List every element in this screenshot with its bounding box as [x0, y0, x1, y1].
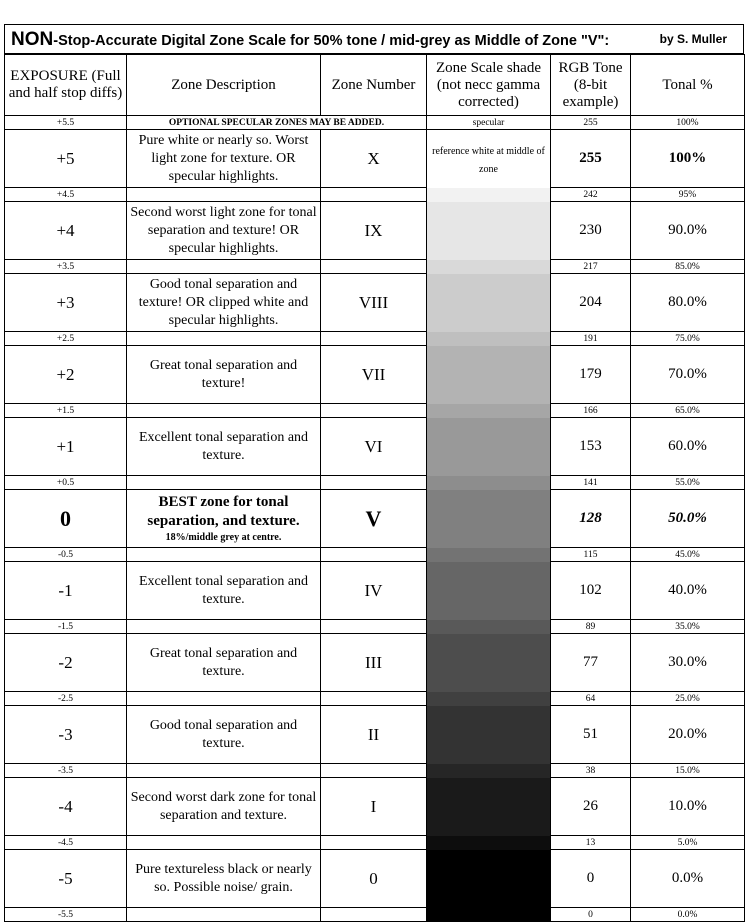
stop-exposure: +0.5	[5, 476, 127, 490]
zone-number: VIII	[321, 274, 427, 332]
stop-shade-swatch	[427, 836, 551, 850]
stop-rgb: 89	[551, 620, 631, 634]
zone-exposure: -4	[5, 778, 127, 836]
zone-number: I	[321, 778, 427, 836]
stop-rgb: 38	[551, 764, 631, 778]
zone-exposure: +2	[5, 346, 127, 404]
zone-row	[5, 778, 745, 836]
zone-description-text: Pure white or nearly so. Worst light zone for texture. OR specular highlights.	[138, 132, 309, 184]
header-tonal: Tonal %	[631, 55, 745, 116]
zone-number: IX	[321, 202, 427, 260]
stop-shade-swatch	[427, 476, 551, 490]
zone-description-text: Good tonal separation and texture.	[149, 717, 298, 751]
zone-shade-swatch	[427, 130, 551, 188]
stop-zone-number	[321, 620, 427, 634]
stop-exposure: -3.5	[5, 764, 127, 778]
zone-description	[127, 706, 321, 764]
zone-rgb: 153	[551, 418, 631, 476]
zone-description	[127, 634, 321, 692]
title-prefix: NON	[11, 29, 54, 50]
stop-exposure: +5.5	[5, 116, 127, 130]
specular-note: OPTIONAL SPECULAR ZONES MAY BE ADDED.	[127, 116, 427, 130]
specular-stop-row	[5, 116, 745, 130]
title-rest: -Stop-Accurate Digital Zone Scale for 50% tone / mid-grey as Middle of Zone "V":	[53, 33, 610, 49]
stop-tonal: 5.0%	[631, 836, 745, 850]
zone-description	[127, 850, 321, 908]
zone-rgb: 102	[551, 562, 631, 620]
specular-shade-label: specular	[427, 116, 551, 130]
stop-rgb: 217	[551, 260, 631, 274]
zone-number: V	[321, 490, 427, 548]
zone-row	[5, 418, 745, 476]
header-row	[5, 55, 745, 116]
stop-shade-swatch	[427, 908, 551, 922]
zone-rgb: 26	[551, 778, 631, 836]
stop-tonal: 25.0%	[631, 692, 745, 706]
zone-exposure: -1	[5, 562, 127, 620]
zone-tonal: 50.0%	[631, 490, 745, 548]
zone-shade-swatch	[427, 634, 551, 692]
title-bar	[4, 24, 744, 54]
half-stop-row	[5, 836, 745, 850]
zone-note: 18%/middle grey at centre.	[165, 532, 282, 543]
zone-number: VII	[321, 346, 427, 404]
zone-description	[127, 202, 321, 260]
stop-tonal: 95%	[631, 188, 745, 202]
author-credit: by S. Muller	[659, 32, 727, 46]
stop-shade-swatch	[427, 404, 551, 418]
stop-shade-swatch	[427, 188, 551, 202]
stop-description	[127, 620, 321, 634]
zone-tonal: 20.0%	[631, 706, 745, 764]
zone-description	[127, 778, 321, 836]
zone-tonal: 10.0%	[631, 778, 745, 836]
zone-description-text: BEST zone for tonal separation, and texture.	[147, 494, 300, 529]
zone-shade-swatch	[427, 850, 551, 908]
zone-rgb: 255	[551, 130, 631, 188]
page-title	[11, 29, 609, 51]
stop-description	[127, 188, 321, 202]
half-stop-row	[5, 692, 745, 706]
zone-rgb: 230	[551, 202, 631, 260]
zone-shade-swatch	[427, 346, 551, 404]
stop-description	[127, 260, 321, 274]
stop-tonal: 35.0%	[631, 620, 745, 634]
zone-number: X	[321, 130, 427, 188]
zone-shade-swatch	[427, 562, 551, 620]
stop-shade-swatch	[427, 692, 551, 706]
stop-description	[127, 836, 321, 850]
stop-tonal: 0.0%	[631, 908, 745, 922]
zone-exposure: -2	[5, 634, 127, 692]
zone-number: IV	[321, 562, 427, 620]
zone-row	[5, 562, 745, 620]
zone-shade-swatch	[427, 274, 551, 332]
stop-rgb: 255	[551, 116, 631, 130]
zone-number: VI	[321, 418, 427, 476]
zone-exposure: +4	[5, 202, 127, 260]
zone-tonal: 90.0%	[631, 202, 745, 260]
stop-exposure: -5.5	[5, 908, 127, 922]
zone-description-text: Second worst light zone for tonal separation and texture! OR specular highlights.	[130, 204, 317, 256]
zone-rgb: 204	[551, 274, 631, 332]
stop-exposure: -1.5	[5, 620, 127, 634]
shade-note: reference white at middle of zone	[432, 145, 545, 175]
header-shade: Zone Scale shade (not necc gamma corrected)	[427, 55, 551, 116]
stop-tonal: 15.0%	[631, 764, 745, 778]
stop-description	[127, 332, 321, 346]
zone-scale-table	[4, 54, 745, 922]
stop-rgb: 64	[551, 692, 631, 706]
stop-tonal: 45.0%	[631, 548, 745, 562]
stop-description	[127, 476, 321, 490]
stop-description	[127, 404, 321, 418]
half-stop-row	[5, 908, 745, 922]
zone-tonal: 100%	[631, 130, 745, 188]
zone-shade-swatch	[427, 778, 551, 836]
zone-description-text: Second worst dark zone for tonal separation and texture.	[130, 789, 317, 823]
zone-shade-swatch	[427, 202, 551, 260]
half-stop-row	[5, 764, 745, 778]
stop-tonal: 100%	[631, 116, 745, 130]
stop-shade-swatch	[427, 260, 551, 274]
zone-number: 0	[321, 850, 427, 908]
zone-row	[5, 490, 745, 548]
zone-exposure: +5	[5, 130, 127, 188]
zone-rgb: 77	[551, 634, 631, 692]
half-stop-row	[5, 188, 745, 202]
stop-rgb: 141	[551, 476, 631, 490]
zone-number: III	[321, 634, 427, 692]
zone-shade-swatch	[427, 706, 551, 764]
zone-row	[5, 706, 745, 764]
zone-exposure: 0	[5, 490, 127, 548]
header-description: Zone Description	[127, 55, 321, 116]
stop-exposure: +3.5	[5, 260, 127, 274]
header-exposure: EXPOSURE (Full and half stop diffs)	[5, 55, 127, 116]
stop-exposure: +4.5	[5, 188, 127, 202]
header-rgb: RGB Tone (8-bit example)	[551, 55, 631, 116]
stop-zone-number	[321, 764, 427, 778]
stop-exposure: -2.5	[5, 692, 127, 706]
half-stop-row	[5, 260, 745, 274]
stop-rgb: 242	[551, 188, 631, 202]
stop-shade-swatch	[427, 332, 551, 346]
zone-shade-swatch	[427, 418, 551, 476]
zone-description	[127, 274, 321, 332]
stop-rgb: 115	[551, 548, 631, 562]
zone-body	[5, 116, 745, 922]
zone-row	[5, 202, 745, 260]
half-stop-row	[5, 476, 745, 490]
stop-rgb: 0	[551, 908, 631, 922]
zone-description-text: Pure textureless black or nearly so. Possible noise/ grain.	[135, 861, 312, 895]
stop-rgb: 191	[551, 332, 631, 346]
stop-tonal: 65.0%	[631, 404, 745, 418]
zone-exposure: +1	[5, 418, 127, 476]
stop-description	[127, 764, 321, 778]
stop-zone-number	[321, 836, 427, 850]
stop-zone-number	[321, 404, 427, 418]
zone-description	[127, 490, 321, 548]
zone-tonal: 0.0%	[631, 850, 745, 908]
zone-rgb: 51	[551, 706, 631, 764]
zone-description	[127, 130, 321, 188]
zone-description	[127, 346, 321, 404]
stop-shade-swatch	[427, 548, 551, 562]
half-stop-row	[5, 620, 745, 634]
stop-rgb: 13	[551, 836, 631, 850]
stop-zone-number	[321, 548, 427, 562]
stop-zone-number	[321, 476, 427, 490]
zone-description	[127, 418, 321, 476]
stop-shade-swatch	[427, 764, 551, 778]
stop-description	[127, 692, 321, 706]
half-stop-row	[5, 332, 745, 346]
stop-exposure: -4.5	[5, 836, 127, 850]
zone-shade-swatch	[427, 490, 551, 548]
header-zone-number: Zone Number	[321, 55, 427, 116]
stop-description	[127, 908, 321, 922]
stop-zone-number	[321, 692, 427, 706]
stop-zone-number	[321, 908, 427, 922]
stop-exposure: -0.5	[5, 548, 127, 562]
zone-description-text: Great tonal separation and texture!	[149, 357, 298, 391]
zone-exposure: +3	[5, 274, 127, 332]
zone-row	[5, 850, 745, 908]
stop-tonal: 85.0%	[631, 260, 745, 274]
zone-rgb: 179	[551, 346, 631, 404]
stop-zone-number	[321, 260, 427, 274]
zone-tonal: 80.0%	[631, 274, 745, 332]
zone-description-text: Excellent tonal separation and texture.	[138, 429, 309, 463]
zone-number: II	[321, 706, 427, 764]
zone-description-text: Great tonal separation and texture.	[149, 645, 298, 679]
zone-row	[5, 346, 745, 404]
zone-rgb: 128	[551, 490, 631, 548]
stop-exposure: +2.5	[5, 332, 127, 346]
stop-zone-number	[321, 188, 427, 202]
stop-tonal: 55.0%	[631, 476, 745, 490]
zone-row	[5, 634, 745, 692]
zone-row	[5, 274, 745, 332]
stop-zone-number	[321, 332, 427, 346]
half-stop-row	[5, 548, 745, 562]
half-stop-row	[5, 404, 745, 418]
zone-tonal: 70.0%	[631, 346, 745, 404]
zone-tonal: 60.0%	[631, 418, 745, 476]
zone-exposure: -3	[5, 706, 127, 764]
zone-description-text: Excellent tonal separation and texture.	[138, 573, 309, 607]
stop-description	[127, 548, 321, 562]
zone-description	[127, 562, 321, 620]
zone-tonal: 30.0%	[631, 634, 745, 692]
stop-shade-swatch	[427, 620, 551, 634]
zone-tonal: 40.0%	[631, 562, 745, 620]
zone-description-text: Good tonal separation and texture! OR clipped white and specular highlights.	[138, 276, 309, 328]
stop-exposure: +1.5	[5, 404, 127, 418]
zone-exposure: -5	[5, 850, 127, 908]
zone-row	[5, 130, 745, 188]
stop-tonal: 75.0%	[631, 332, 745, 346]
stop-rgb: 166	[551, 404, 631, 418]
zone-rgb: 0	[551, 850, 631, 908]
